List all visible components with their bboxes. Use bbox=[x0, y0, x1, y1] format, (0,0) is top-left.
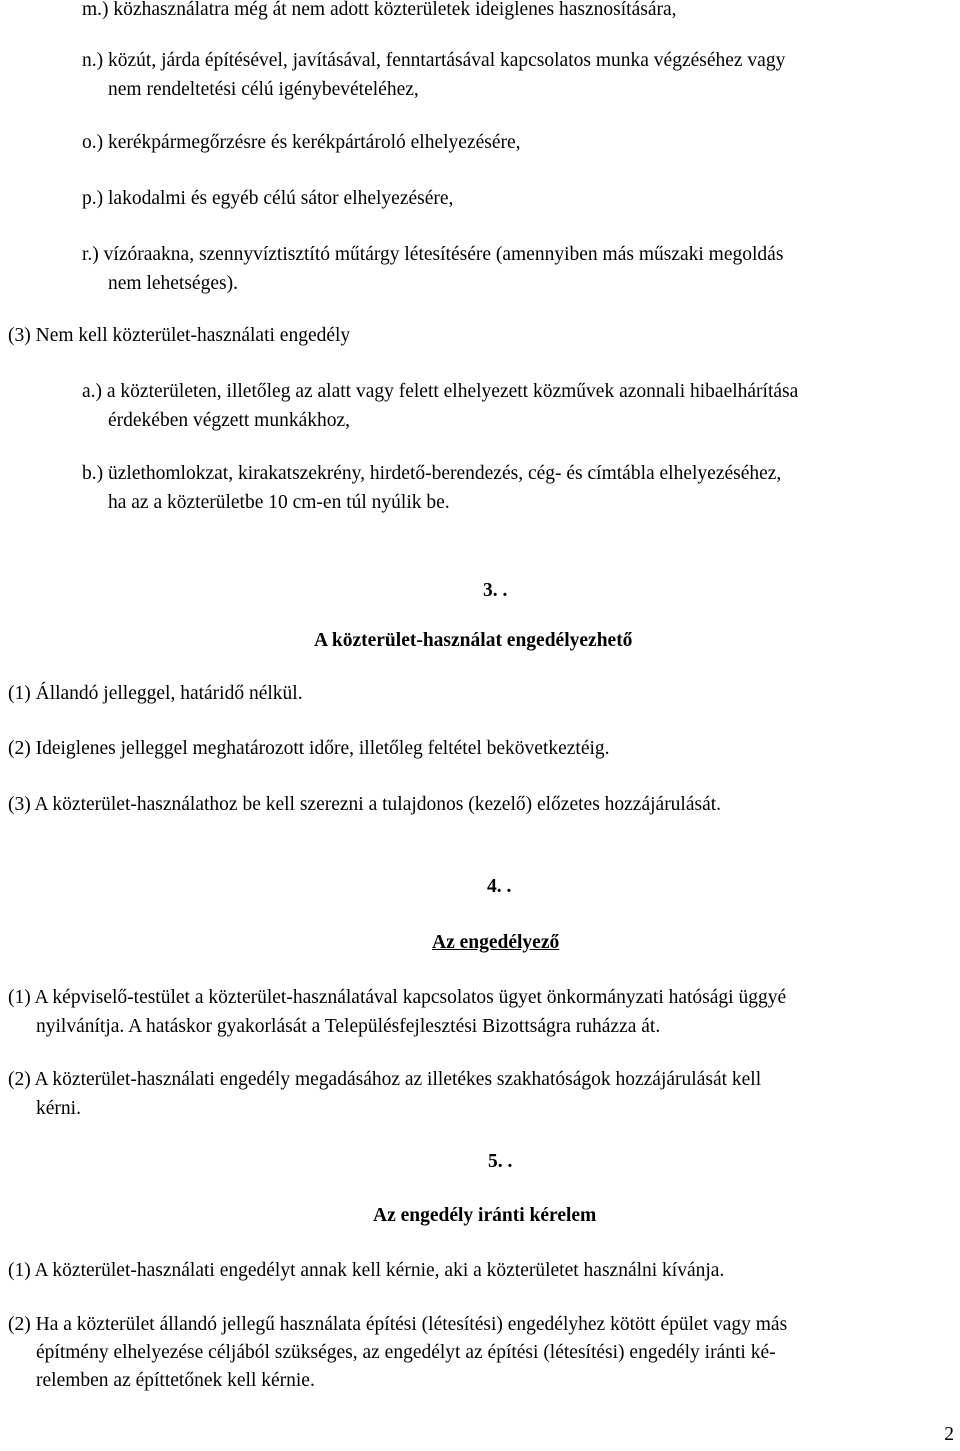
list-item-n-continuation: nem rendeltetési célú igénybevételéhez, bbox=[108, 79, 419, 100]
list-item-r: r.) vízóraakna, szennyvíztisztító műtárgy létesítésére (amennyiben más műszaki megoldás bbox=[82, 244, 784, 265]
list-item-a: a.) a közterületen, illetőleg az alatt vagy felett elhelyezett közművek azonnali hibaelhárítása bbox=[82, 381, 799, 402]
section-5-number: 5. . bbox=[488, 1151, 513, 1172]
section-5-paragraph-1: (1) A közterület-használati engedélyt annak kell kérnie, aki a közterületet használni kívánja. bbox=[8, 1260, 725, 1281]
section-3-paragraph-1: (1) Állandó jelleggel, határidő nélkül. bbox=[8, 683, 303, 704]
page-number: 2 bbox=[944, 1424, 954, 1445]
list-item-r-continuation: nem lehetséges). bbox=[108, 273, 238, 294]
section-3-paragraph-2: (2) Ideiglenes jelleggel meghatározott időre, illetőleg feltétel bekövetkeztéig. bbox=[8, 738, 610, 759]
section-5-paragraph-2-continuation-2: relemben az építtetőnek kell kérnie. bbox=[36, 1370, 315, 1391]
paragraph-3-intro: (3) Nem kell közterület-használati engedély bbox=[8, 325, 351, 346]
list-item-o: o.) kerékpármegőrzésre és kerékpártároló elhelyezésére, bbox=[82, 132, 521, 153]
list-item-b: b.) üzlethomlokzat, kirakatszekrény, hirdető-berendezés, cég- és címtábla elhelyezéséhez, bbox=[82, 463, 782, 484]
section-5-title: Az engedély iránti kérelem bbox=[373, 1205, 597, 1226]
section-4-paragraph-1-continuation: nyilvánítja. A hatáskor gyakorlását a Településfejlesztési Bizottságra ruházza át. bbox=[36, 1016, 661, 1037]
section-4-paragraph-2: (2) A közterület-használati engedély megadásához az illetékes szakhatóságok hozzájárulását kell bbox=[8, 1069, 762, 1090]
section-4-paragraph-2-continuation: kérni. bbox=[36, 1098, 81, 1119]
list-item-b-continuation: ha az a közterületbe 10 cm-en túl nyúlik be. bbox=[108, 492, 450, 513]
list-item-p: p.) lakodalmi és egyéb célú sátor elhelyezésére, bbox=[82, 188, 454, 209]
list-item-n: n.) közút, járda építésével, javításával, fenntartásával kapcsolatos munka végzéséhez vagy bbox=[82, 50, 786, 71]
section-4-paragraph-1: (1) A képviselő-testület a közterület-használatával kapcsolatos ügyet önkormányzati hatósági üggyé bbox=[8, 987, 787, 1008]
section-4-title: Az engedélyező bbox=[432, 932, 560, 953]
section-4-number: 4. . bbox=[487, 876, 512, 897]
section-5-paragraph-2-continuation-1: építmény elhelyezése céljából szükséges, az engedélyt az építési (létesítési) engedély iránti ké- bbox=[36, 1342, 776, 1363]
section-3-paragraph-3: (3) A közterület-használathoz be kell szerezni a tulajdonos (kezelő) előzetes hozzájárulását. bbox=[8, 794, 722, 815]
section-3-title: A közterület-használat engedélyezhető bbox=[314, 630, 633, 651]
list-item-a-continuation: érdekében végzett munkákhoz, bbox=[108, 410, 351, 431]
section-5-paragraph-2: (2) Ha a közterület állandó jellegű használata építési (létesítési) engedélyhez kötött épület vagy más bbox=[8, 1314, 788, 1335]
section-3-number: 3. . bbox=[483, 580, 508, 601]
list-item-m: m.) közhasználatra még át nem adott közterületek ideiglenes hasznosítására, bbox=[82, 0, 677, 20]
